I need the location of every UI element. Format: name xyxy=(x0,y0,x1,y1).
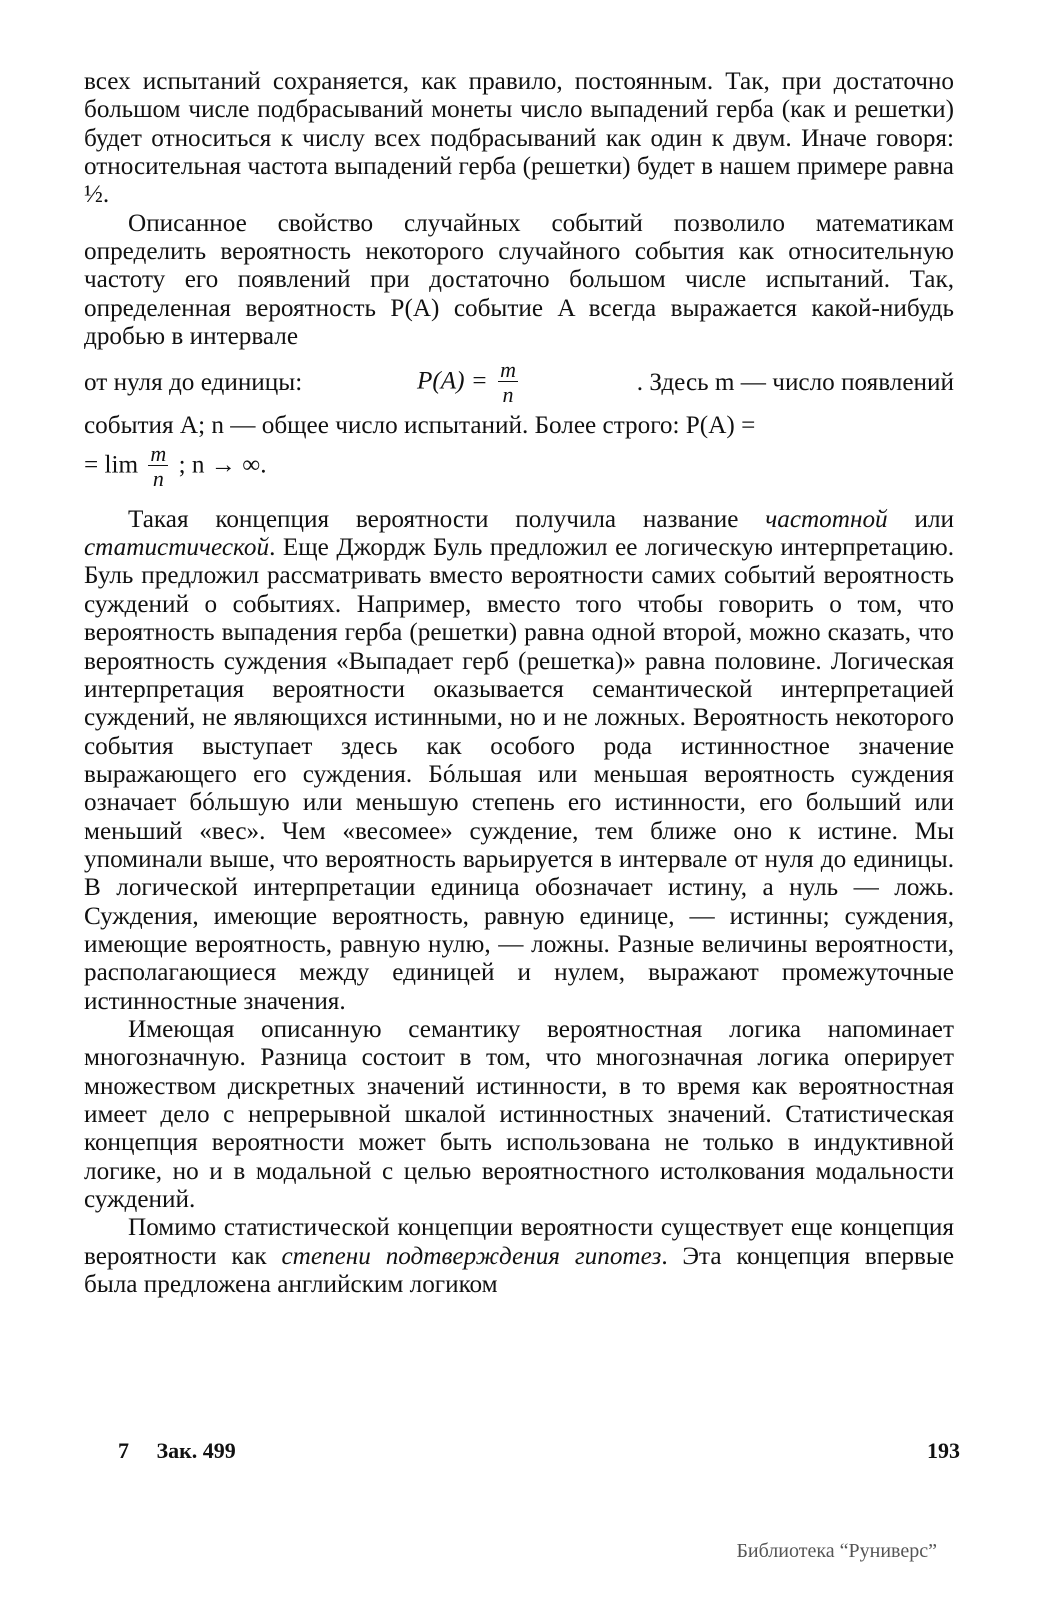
formula-right-text: . Здесь m — число появлений xyxy=(636,368,954,396)
page-footer xyxy=(118,1438,960,1464)
limit-prefix: = lim xyxy=(84,451,139,479)
p5-rest: . Эта концепция впервые была предложена английским логиком xyxy=(84,1242,955,1299)
paragraph-2: Описанное свойство случайных событий позволило математикам определить вероятность некоторого случайного события как относительную частоту его появлений при достаточно большом числе испытаний. Так, определенная вероятность P(A) событие A всегда выражается какой-нибудь дробью в интервале xyxy=(84,209,954,351)
page-body xyxy=(84,68,954,1299)
paragraph-1: всех испытаний сохраняется, как правило, постоянным. Так, при достаточно большом числе подбрасываний монеты число выпадений герба (как и решетки) будет относиться к числу всех подбрасываний как один к двум. Иначе говоря: относительная частота выпадений герба (решетки) будет в нашем примере равна ½. xyxy=(84,68,954,209)
fraction-m-over-n xyxy=(498,359,518,406)
term-frequency: частотной xyxy=(765,505,888,533)
p3-start: Такая концепция вероятности получила название xyxy=(128,505,766,533)
formula-line xyxy=(84,359,954,406)
limit-formula xyxy=(84,440,954,491)
fraction-numerator: m xyxy=(500,357,516,383)
p3-rest: . Еще Джордж Буль предложил ее логическую интерпретацию. Буль предложил рассматривать вместо вероятности самих событий вероятность суждений о событиях. Например, вместо того чтобы говорить о том, что вероятность выпадения герба (решетки) равна одной второй, можно сказать, что вероятность суждения «Выпадает герб (решетка)» равна половине. Логическая интерпретация вероятности оказывается семантической интерпретацией суждений, не являющихся истинными, но и не ложных. Вероятность некоторого события выступает здесь как особого рода истинностное значение выражающего его суждения. Бóльшая или меньшая вероятность суждения означает бóльшую или меньшую степень его истинности, его больший или меньший «вес». Чем «весомее» суждение, тем ближе оно к истине. Мы упоминали выше, что вероятность варьируется в интервале от нуля до единицы. В логической интерпретации единица обозначает истину, а нуль — ложь. Суждения, имеющие вероятность, равную единице, — истинны; суждения, имеющие вероятность, равную нулю, — ложны. Разные величины вероятности, располагающиеся между единицей и нулем, выражают промежуточные истинностные значения. xyxy=(84,534,954,1015)
formula-left-text: от нуля до единицы: xyxy=(84,368,303,396)
order-number: Зак. 499 xyxy=(156,1438,236,1463)
probability-formula xyxy=(417,359,522,406)
term-statistical: статистической xyxy=(84,534,270,562)
p3-mid: или xyxy=(887,505,954,533)
signature-number: 7 xyxy=(118,1438,129,1463)
library-credit: Библиотека “Руниверс” xyxy=(736,1540,937,1562)
paragraph-2-tail: события A; n — общее число испытаний. Более строго: P(A) = xyxy=(84,412,756,440)
limit-denominator: n xyxy=(152,465,164,491)
printer-mark xyxy=(118,1438,258,1464)
limit-fraction xyxy=(148,440,168,491)
limit-numerator: m xyxy=(150,440,167,466)
formula-pa: P(A) = xyxy=(416,367,488,395)
fraction-denominator: n xyxy=(502,382,514,408)
paragraph-5 xyxy=(84,1214,954,1299)
p5-start: Помимо статистической концепции вероятности существует еще концепция вероятности как xyxy=(84,1214,954,1270)
page-number: 193 xyxy=(927,1438,960,1463)
paragraph-4: Имеющая описанную семантику вероятностная логика напоминает многозначную. Разница состоит в том, что многозначная логика оперирует множеством дискретных значений истинности, в то время как вероятностная имеет дело с непрерывной шкалой истинностных значений. Статистическая концепция вероятности может быть использована не только в индуктивной логике, но и в модальной с целью вероятностного истолкования модальности суждений. xyxy=(84,1015,954,1214)
term-confirmation-degree: степени подтверждения гипотез xyxy=(281,1242,662,1270)
paragraph-3 xyxy=(84,506,954,1016)
limit-suffix: ; n → ∞. xyxy=(178,451,267,479)
